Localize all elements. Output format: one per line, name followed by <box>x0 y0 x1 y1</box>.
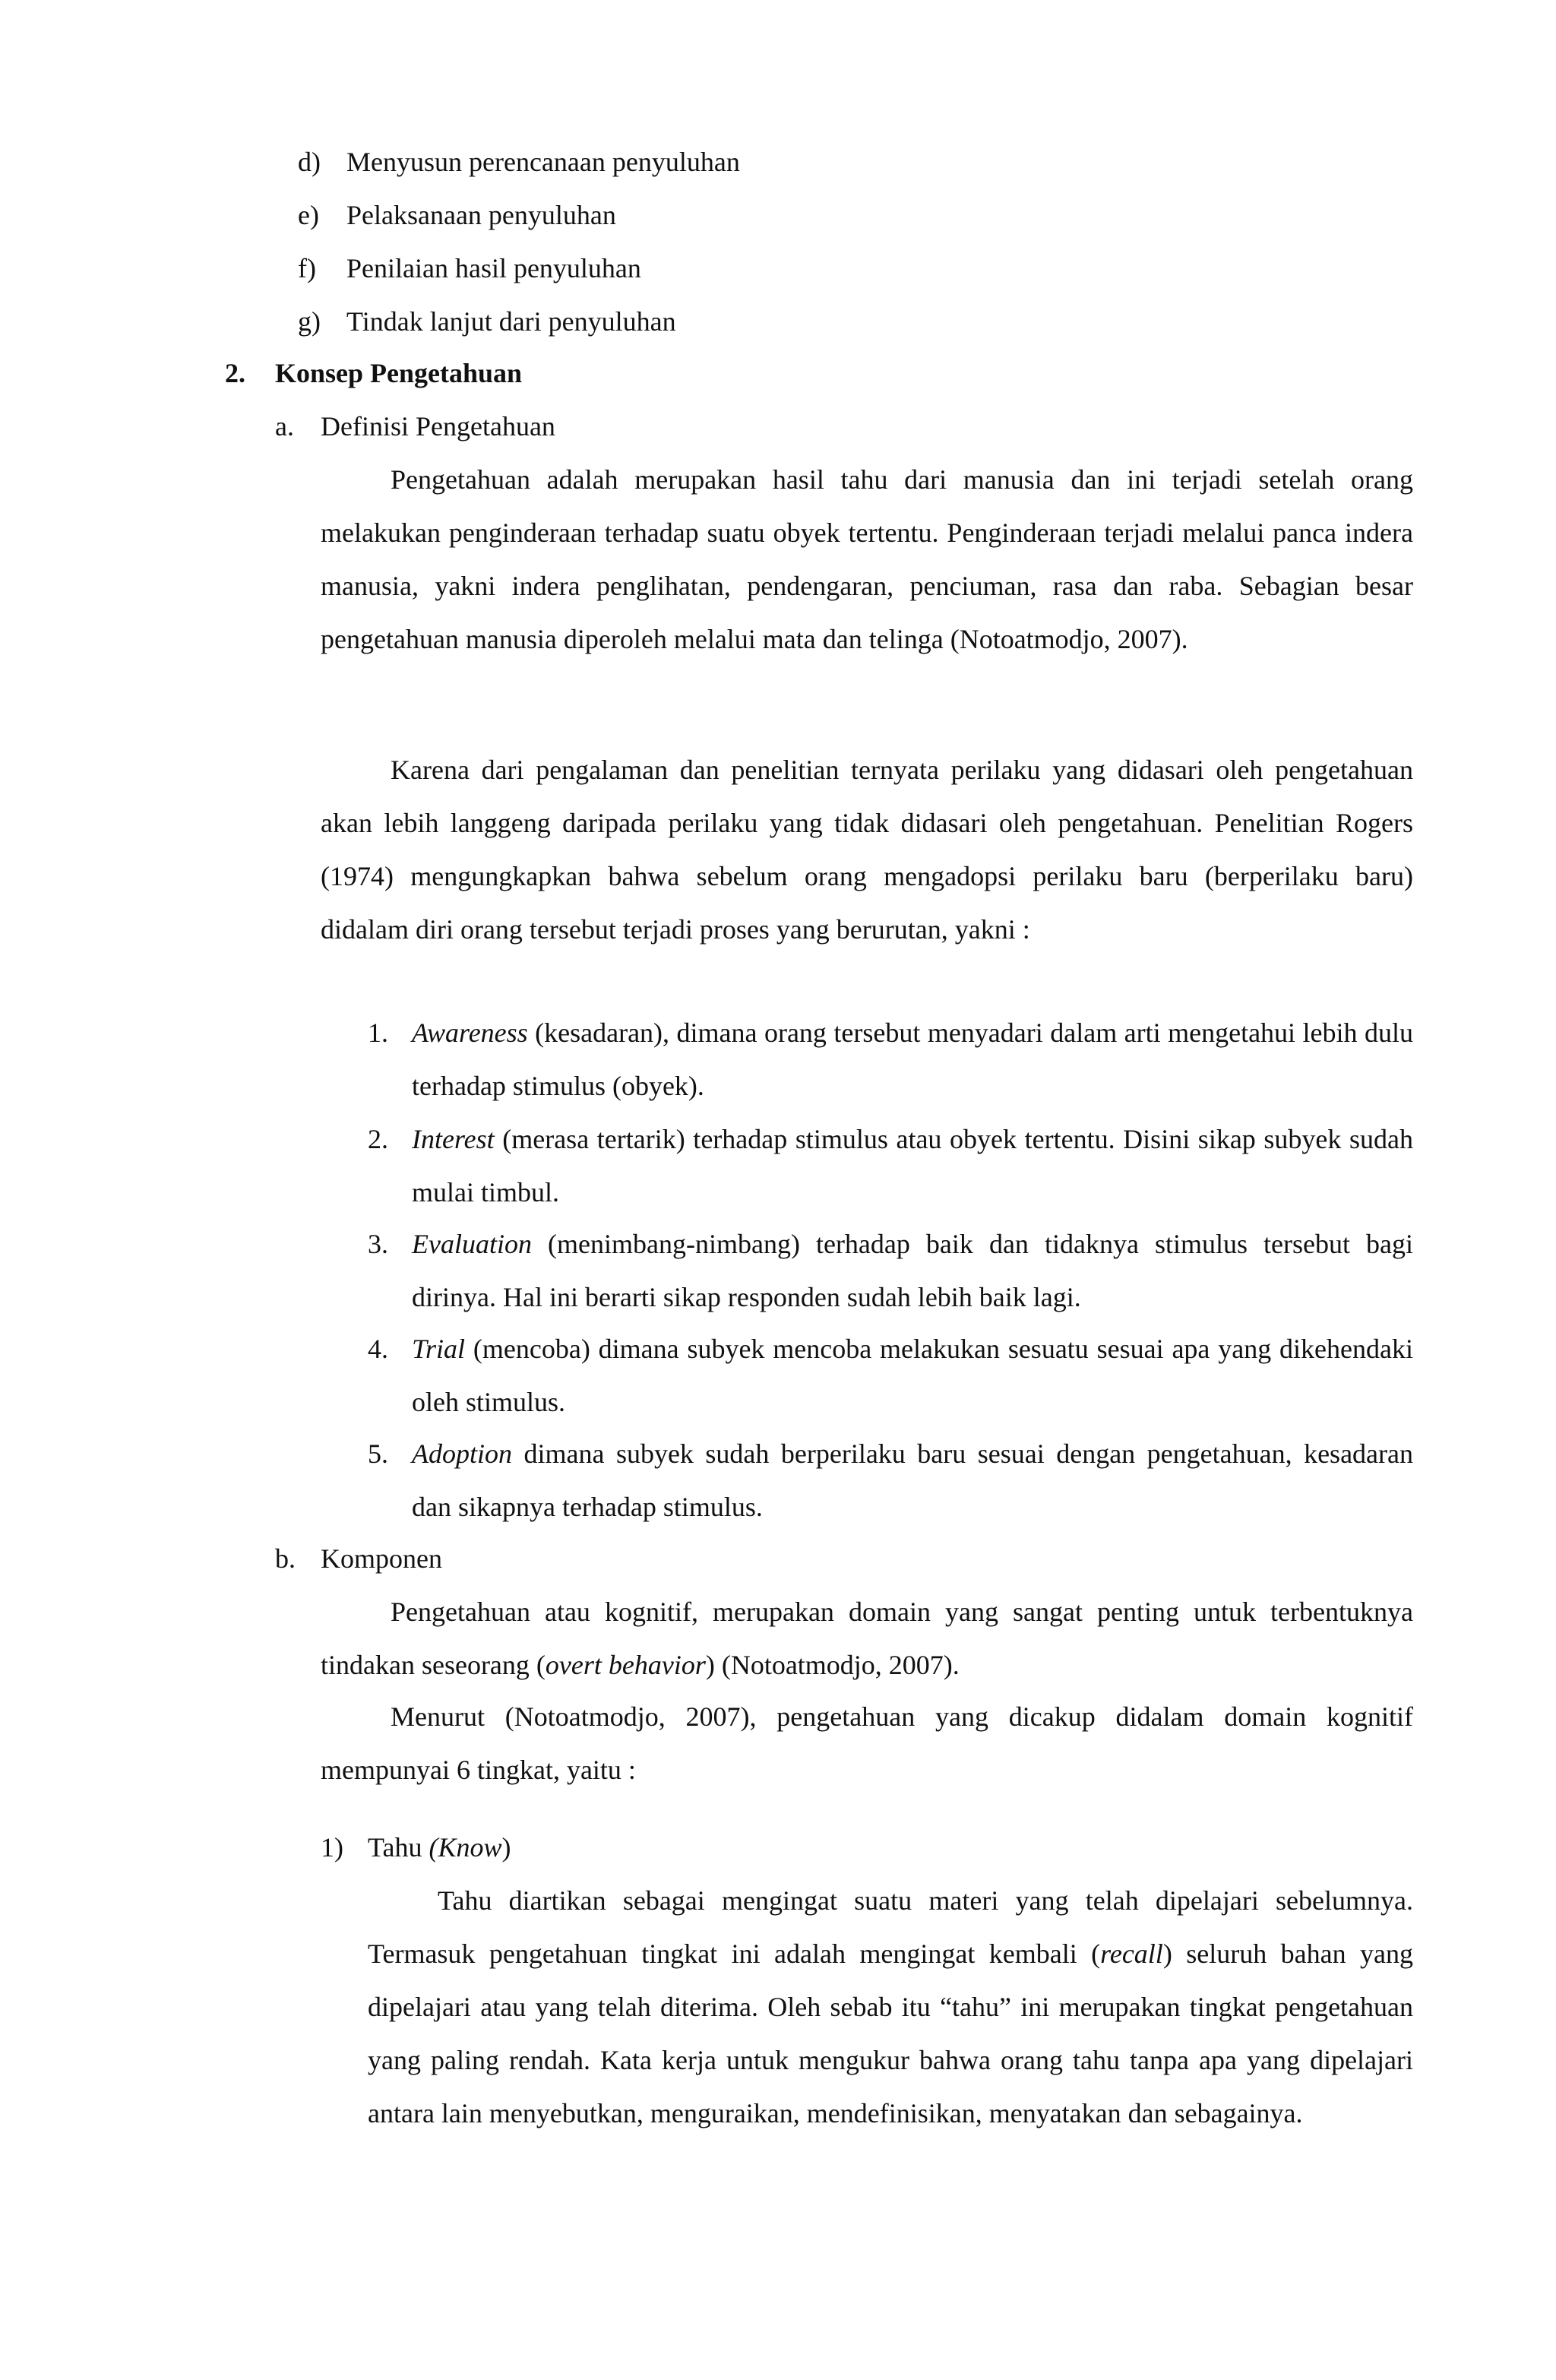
list-item-label: 2. <box>368 1124 388 1154</box>
term: Interest <box>412 1124 495 1154</box>
list-item: Awareness (kesadaran), dimana orang tersebut menyadari dalam arti mengetahui lebih dulu terhadap stimulus (obyek). <box>412 1018 1413 1101</box>
subsection-heading: Komponen <box>321 1543 442 1574</box>
list-item-label: 5. <box>368 1438 388 1469</box>
list-item: Tindak lanjut dari penyuluhan <box>346 306 676 337</box>
paragraph: Pengetahuan adalah merupakan hasil tahu dari manusia dan ini terjadi setelah orang melakukan penginderaan terhadap suatu obyek tertentu. Penginderaan terjadi melalui panca indera manusia, yakni indera penglihatan, pendengaran, penciuman, rasa dan raba. Sebagian besar pengetahuan manusia diperoleh melalui mata dan telinga (Notoatmodjo, 2007). <box>321 464 1413 654</box>
list-item-label: 1) <box>321 1832 343 1863</box>
list-item-label: 3. <box>368 1229 388 1259</box>
list-item-label: f) <box>298 253 316 283</box>
list-item-label: g) <box>298 306 321 337</box>
paragraph: Tahu diartikan sebagai mengingat suatu materi yang telah dipelajari sebelumnya. Termasuk pengetahuan tingkat ini adalah mengingat kembali (recall) seluruh bahan yang dipelajari atau yang telah diterima. Oleh sebab itu “tahu” ini merupakan tingkat pengetahuan yang paling rendah. Kata kerja untuk mengukur bahwa orang tahu tanpa apa yang dipelajari antara lain menyebutkan, menguraikan, mendefinisikan, menyatakan dan sebagainya. <box>368 1885 1413 2128</box>
list-item-label: d) <box>298 147 321 177</box>
term: Adoption <box>412 1438 512 1469</box>
list-item: Menyusun perencanaan penyuluhan <box>346 147 740 177</box>
list-item: Evaluation (menimbang-nimbang) terhadap baik dan tidaknya stimulus tersebut bagi dirinya. Hal ini berarti sikap responden sudah lebih baik lagi. <box>412 1229 1413 1312</box>
term: Awareness <box>412 1018 528 1048</box>
list-item-label: 1. <box>368 1018 388 1048</box>
subsection-label: a. <box>275 411 294 442</box>
term: Evaluation <box>412 1229 532 1259</box>
subsection-heading: Definisi Pengetahuan <box>321 411 555 442</box>
list-item: Pelaksanaan penyuluhan <box>346 200 616 230</box>
paragraph: Pengetahuan atau kognitif, merupakan domain yang sangat penting untuk terbentuknya tindakan seseorang (overt behavior) (Notoatmodjo, 2007). <box>321 1597 1413 1680</box>
term: Trial <box>412 1334 466 1364</box>
list-item-label: e) <box>298 200 319 230</box>
list-item: Trial (mencoba) dimana subyek mencoba melakukan sesuatu sesuai apa yang dikehendaki oleh stimulus. <box>412 1334 1413 1417</box>
section-number: 2. <box>225 358 245 388</box>
paragraph: Menurut (Notoatmodjo, 2007), pengetahuan yang dicakup didalam domain kognitif mempunyai 6 tingkat, yaitu : <box>321 1701 1413 1785</box>
list-item: Penilaian hasil penyuluhan <box>346 253 641 283</box>
list-item: Interest (merasa tertarik) terhadap stimulus atau obyek tertentu. Disini sikap subyek sudah mulai timbul. <box>412 1124 1413 1207</box>
level-heading: Tahu (Know) <box>368 1832 511 1863</box>
list-item-label: 4. <box>368 1334 388 1364</box>
subsection-label: b. <box>275 1543 296 1574</box>
section-heading: Konsep Pengetahuan <box>275 358 523 388</box>
list-item: Adoption dimana subyek sudah berperilaku baru sesuai dengan pengetahuan, kesadaran dan sikapnya terhadap stimulus. <box>412 1438 1413 1522</box>
paragraph: Karena dari pengalaman dan penelitian ternyata perilaku yang didasari oleh pengetahuan akan lebih langgeng daripada perilaku yang tidak didasari oleh pengetahuan. Penelitian Rogers (1974) mengungkapkan bahwa sebelum orang mengadopsi perilaku baru (berperilaku baru) didalam diri orang tersebut terjadi proses yang berurutan, yakni : <box>321 755 1413 945</box>
